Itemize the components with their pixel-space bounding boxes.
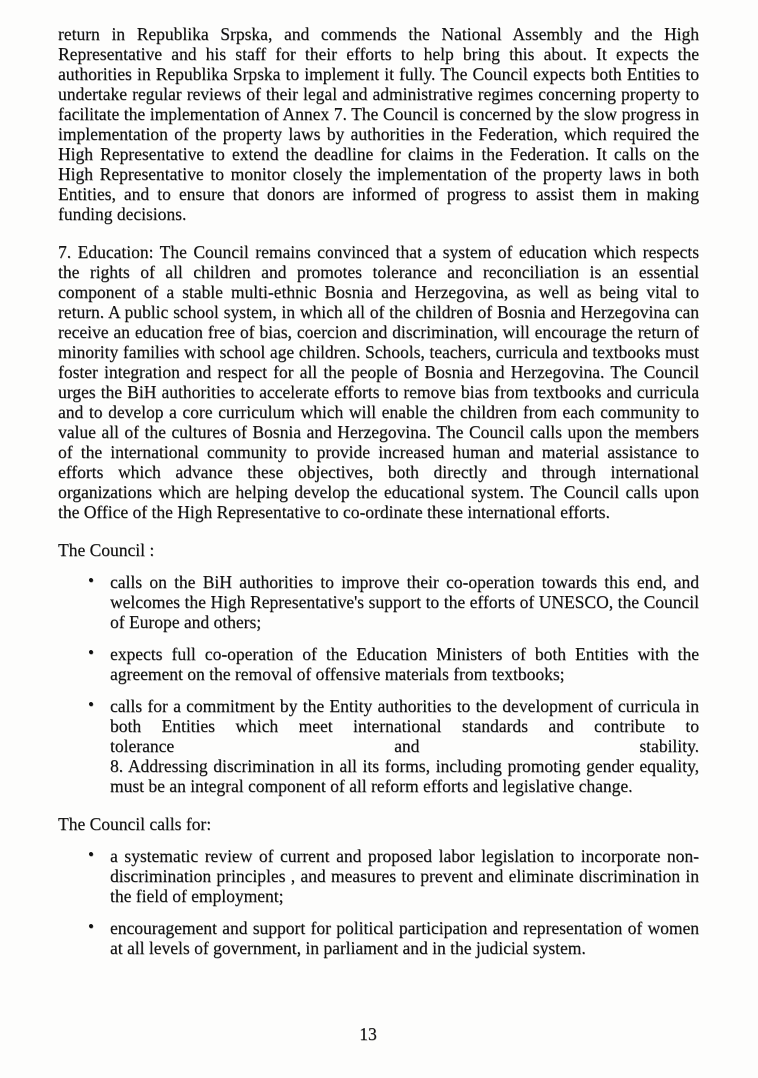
list-item xyxy=(58,572,699,632)
bullet-icon: • xyxy=(88,571,94,590)
list-item xyxy=(58,644,699,684)
bullet-text: expects full co-operation of the Education Ministers of both Entities with the agreement on the removal of offensive materials from textbooks; xyxy=(110,644,699,684)
bullet-text-justified-line: tolerance and stability. xyxy=(110,736,699,756)
bullet-text xyxy=(110,696,699,796)
bullet-text: encouragement and support for political participation and representation of women at all levels of government, in parliament and in the judicial system. xyxy=(110,918,699,958)
paragraph-education-section: 7. Education: The Council remains convinced that a system of education which respects the rights of all children and promotes tolerance and reconciliation is an essential component of a stable multi-ethnic Bosnia and Herzegovina, as well as being vital to return. A public school system, in which all of the children of Bosnia and Herzegovina can receive an education free of bias, coercion and discrimination, will encourage the return of minority families with school age children. Schools, teachers, curricula and textbooks must foster integration and respect for all the people of Bosnia and Herzegovina. The Council urges the BiH authorities to accelerate efforts to remove bias from textbooks and curricula and to develop a core curriculum which will enable the children from each community to value all of the cultures of Bosnia and Herzegovina. The Council calls upon the members of the international community to provide increased human and material assistance to efforts which advance these objectives, both directly and through international organizations which are helping develop the educational system. The Council calls upon the Office of the High Representative to co-ordinate these international efforts. xyxy=(58,242,699,522)
list-item xyxy=(58,918,699,958)
bullet-text-segment: calls for a commitment by the Entity authorities to the development of curricula in both Entities which meet international standards and contribute to xyxy=(110,696,699,736)
education-bullet-list xyxy=(58,572,699,796)
paragraph-property-implementation: return in Republika Srpska, and commends the National Assembly and the High Representative and his staff for their efforts to help bring this about. It expects the authorities in Republika Srpska to implement it fully. The Council expects both Entities to undertake regular reviews of their legal and administrative regimes concerning property to facilitate the implementation of Annex 7. The Council is concerned by the slow progress in implementation of the property laws by authorities in the Federation, which required the High Representative to extend the deadline for claims in the Federation. It calls on the High Representative to monitor closely the implementation of the property laws in both Entities, and to ensure that donors are informed of progress to assist them in making funding decisions. xyxy=(58,24,699,224)
bullet-text: calls on the BiH authorities to improve their co-operation towards this end, and welcomes the High Representative's support to the efforts of UNESCO, the Council of Europe and others; xyxy=(110,572,699,632)
calls-for-heading: The Council calls for: xyxy=(58,814,212,834)
council-heading: The Council : xyxy=(58,540,155,560)
document-content xyxy=(58,24,699,976)
bullet-text-segment: 8. Addressing discrimination in all its forms, including promoting gender equality, must be an integral component of all reform efforts and legislative change. xyxy=(110,756,699,796)
list-item xyxy=(58,846,699,906)
bullet-icon: • xyxy=(88,845,94,864)
bullet-icon: • xyxy=(88,695,94,714)
bullet-icon: • xyxy=(88,643,94,662)
bullet-icon: • xyxy=(88,917,94,936)
page-number: 13 xyxy=(359,1024,377,1044)
list-item xyxy=(58,696,699,796)
calls-for-bullet-list xyxy=(58,846,699,958)
bullet-text: a systematic review of current and proposed labor legislation to incorporate non-discrimination principles , and measures to prevent and eliminate discrimination in the field of employment; xyxy=(110,846,699,906)
